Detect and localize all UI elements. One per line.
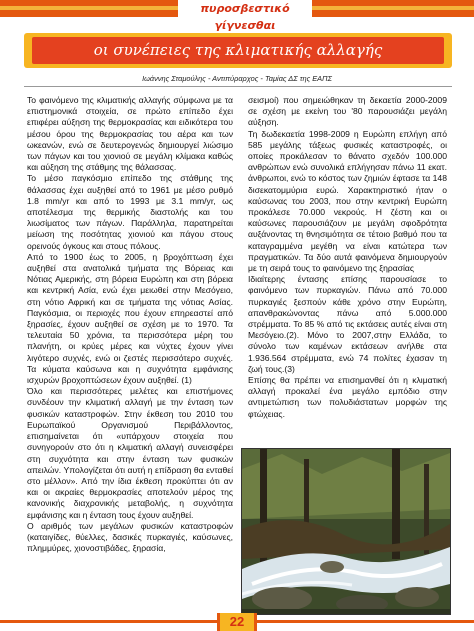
article-column-right — [248, 95, 447, 420]
paragraph: Επίσης θα πρέπει να επισημανθεί ότι η κλιματική αλλαγή προκαλεί ένα μεγάλο εμπόδιο στην αντιμετώπιση των πολυδιάστατων μορφών της φτώχειας. — [248, 375, 447, 419]
page-number: 22 — [217, 613, 257, 631]
paragraph: Το μέσο παγκόσμιο επίπεδο της στάθμης της θάλασσας έχει αυξηθεί από το 1961 με μέσο ρυθμό 1.8 mm/yr και από το 1993 με 3.1 mm/yr, ως αποτέλεσμα της θερμικής διαστολής και του λιωσίματος των πάγων. Παράλληλα, παρατηρείται μείωση της ποσότητας χιονιού και πάγου στους ορεινούς όγκους και στους πόλους. — [27, 173, 233, 251]
article-byline: Ιωάννης Σταμούλης - Αντιπύραρχος - Ταμίας ΔΣ της ΕΑΠΣ — [142, 74, 332, 83]
paragraph: Τη δωδεκαετία 1998-2009 η Ευρώπη επλήγη από 585 μεγάλης τάξεως φυσικές καταστροφές, οι οποίες προκάλεσαν το θάνατο σχεδόν 100.000 ανθρώπων ενώ συνολικά επλήγησαν πάνω 11 εκατ. άνθρωποι, ενώ το κόστος των ζημιών έφτασε τα 148 δισεκατομμύρια ευρώ. Χαρακτηριστικό ήταν ο καύσωνας του 2003, που στην κεντρική Ευρώπη προκάλεσε 70.000 νεκρούς. Η ζέστη και οι καύσωνες παρουσιάζουν με μεγάλη σφοδρότητα αυξάνοντας τη θνησιμότητα σε τέτοιο βαθμό που τα καταγραμμένα μεγέθη να είναι κατώτερα των πραγματικών. Τα δύο αυτά φαινόμενα δημιουργούν με τη σειρά τους το φαινόμενο της ξηρασίας — [248, 128, 447, 274]
masthead-title: πυροσβεστικό γίγνεσθαι — [178, 0, 312, 17]
forest-stream-photo — [241, 448, 451, 615]
paragraph: Από το 1900 έως το 2005, η βροχόπτωση έχει αυξηθεί στα ανατολικά τμήματα της Βόρειας και Νότιας Αμερικής, στη βόρεια Ευρώπη και στη βόρεια και κεντρική Ασία, ενώ έχει μειωθεί στην Μεσόγειο, στη νότιο Αφρική και σε τμήματα της νότιας Ασίας. Παγκόσμια, οι περιοχές που έχουν επηρεαστεί από ξηρασίες, έχουν αυξηθεί σε σχέση με το 1970. Τα τελευταία 50 χρόνια, τα περισσότερα μέρη του πλανήτη, οι κρύες μέρες και νύχτες έχουν γίνει λιγότερο συχνές, ενώ οι ζεστές περισσότερο συχνές. Τα κύματα καύσωνα και η συχνότητα εμφάνισης ισχυρών βροχοπτώσεων έχουν αυξηθεί. (1) — [27, 251, 233, 386]
paragraph: σεισμοί) που σημειώθηκαν τη δεκαετία 2000-2009 σε σχέση με εκείνη του '80 παρουσιάζει μεγάλη αύξηση. — [248, 95, 447, 128]
article-title: οι συνέπειες της κλιματικής αλλαγής — [32, 37, 444, 64]
paragraph: Όλο και περισσότερες μελέτες και επιστήμονες συνδέουν την κλιματική αλλαγή με την ένταση των φυσικών καταστροφών. Στην έκθεση του 2010 του Ευρωπαϊκού Οργανισμού Περιβάλλοντος, επισημαίνεται ότι «υπάρχουν στοιχεία που συνηγορούν στο ότι η κλιματική αλλαγή συνεισφέρει στη συχνότητα και στην ένταση των φυσικών απειλών. Υπολογίζεται ότι αυτή η επίδραση θα ενταθεί στο μέλλον». Από την ίδια έκθεση προκύπτει ότι αν και οι ακραίες θερμοκρασίες αποτελούν μέρος της κανονικής διαχρονικής μεταβολής, η συχνότητα εμφάνισης και η ένταση τους έχουν αυξηθεί. — [27, 386, 233, 520]
paragraph: Ο αριθμός των μεγάλων φυσικών καταστροφών (καταιγίδες, θύελλες, δασικές πυρκαγιές, καύσωνες, πλημμύρες, χιονοστιβάδες, ξηρασία, — [27, 520, 233, 554]
forest-stream-illustration — [242, 449, 450, 614]
banner-stripe-right — [312, 6, 474, 10]
paragraph: Το φαινόμενο της κλιματικής αλλαγής σύμφωνα με τα επιστημονικά στοιχεία, σε πρώτο επίπεδο έχει επιφέρει αύξηση της θερμοκρασίας και ειδικότερα του μέσου όρου της θερμοκρασίας του αέρα και των ωκεανών, ενώ σε δευτερογενώς δημιουργεί λιώσιμο των πάγων και του χιονιού σε μεγάλη κλίμακα καθώς και αύξηση της στάθμης της θάλασσας. — [27, 95, 233, 173]
banner-stripe-left — [0, 6, 178, 10]
article-column-left — [27, 95, 233, 554]
article-title-frame — [24, 33, 452, 68]
byline-divider — [24, 86, 452, 87]
paragraph: Ιδιαίτερης έντασης επίσης παρουσίασε το φαινόμενο των πυρκαγιών. Πάνω από 70.000 πυρκαγιές ξεσπούν κάθε χρόνο στην Ευρώπη, απανθρακώνοντας πάνω από 5.000.000 στρέμματα. Το 85 % από τις εκτάσεις αυτές είναι στη Μεσόγειο.(2). Μόνο το 2007,στην Ελλάδα, το σύνολο των καμένων εκτάσεων ανήλθε στα 1.936.564 στρέμματα, ενώ 74 πολίτες έχασαν τη ζωή τους.(3) — [248, 274, 447, 374]
